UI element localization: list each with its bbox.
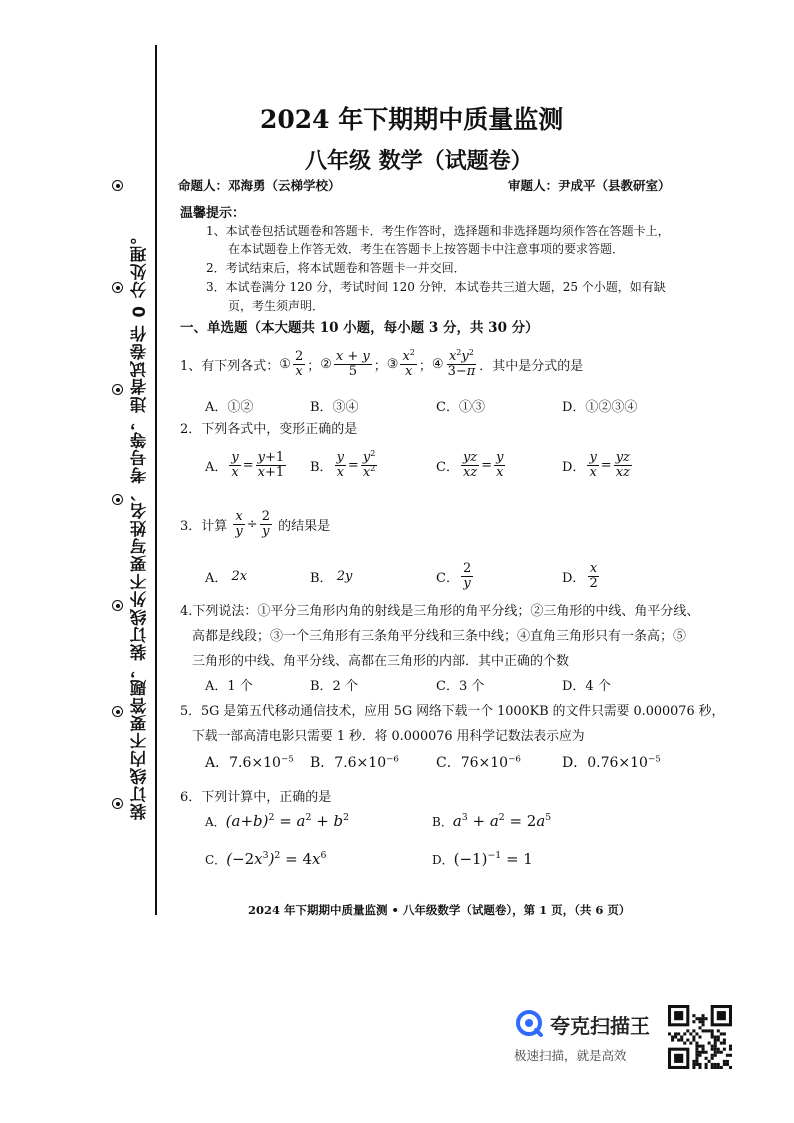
q6-option-b: B．$a^3 + a^2 = 2a^5$: [432, 811, 552, 830]
page-title: 2024 年下期期中质量监测: [260, 105, 564, 134]
q1-expr-3: $\frac{x^2}{x}$: [402, 347, 415, 379]
q4-option-a: A．1 个: [205, 679, 253, 694]
question-1: 1、有下列各式： ① $\frac{2}{x}$ ； ② $\frac{x + y}{5}$ ； ③ $\frac{x^2}{x}$ ； ④ $\frac{x^2y^2}{3-\pi}$ ．其中是分式的是: [180, 347, 584, 379]
binding-hole: [112, 384, 123, 395]
q2-option-b: B． $\frac{y}{x}$ = $\frac{y^2}{x^2}$: [310, 448, 376, 480]
q1-expr-1: $\frac{2}{x}$: [294, 348, 304, 379]
binding-hole: [112, 282, 123, 293]
q1-option-b: B．③④: [310, 400, 359, 415]
q3-option-b: B． 2y: [310, 568, 353, 586]
tips-heading: 温馨提示：: [180, 206, 246, 221]
q1-expr-2: $\frac{x + y}{5}$: [335, 348, 370, 379]
question-4-line: 三角形的中线、角平分线、高都在三角形的内部．其中正确的个数: [192, 654, 570, 669]
question-5-line: 5．5G 是第五代移动通信技术，应用 5G 网络下载一个 1000KB 的文件只需要 0.000076 秒，: [180, 704, 725, 719]
q5-option-d: D．$0.76\times 10^{-5}$: [562, 754, 661, 771]
q2-option-d: D． $\frac{y}{x}$ = $\frac{yz}{xz}$: [562, 449, 630, 480]
q1-option-c: C．①③: [436, 400, 485, 415]
page-footer: 2024 年下期期中质量监测 • 八年级数学（试题卷），第 1 页，（共 6 页）: [248, 903, 631, 917]
q6-option-a: A．$(a+b)^2 = a^2 + b^2$: [205, 811, 350, 830]
q6-option-c: C．$(-2x^3)^2 = 4x^6$: [205, 849, 327, 868]
q4-option-d: D．4 个: [562, 679, 611, 694]
question-setter: 命题人：邓海勇（云梯学校）: [178, 178, 341, 193]
q6-option-d: D．$(-1)^{-1} = 1$: [432, 849, 533, 868]
question-5-line: 下载一部高清电影只需要 1 秒．将 0.000076 用科学记数法表示应为: [192, 729, 585, 744]
q5-option-a: A．$7.6\times 10^{-5}$: [205, 754, 294, 771]
q1-suffix: ．其中是分式的是: [479, 358, 584, 374]
q1-prefix: 1、有下列各式：: [180, 358, 280, 374]
question-6: 6．下列计算中，正确的是: [180, 790, 332, 805]
binding-hole: [112, 798, 123, 809]
question-3: 3．计算 $\frac{x}{y}$ ÷ $\frac{2}{y}$ 的结果是: [180, 508, 331, 539]
qr-code: [668, 1005, 732, 1069]
binding-notice: 装订线内不要答题，装订线外不要写姓名、考号等，违者试卷作 0 分处理。: [130, 227, 149, 820]
binding-hole: [112, 494, 123, 505]
q4-option-c: C．3 个: [436, 679, 485, 694]
q5-option-b: B．$7.6\times 10^{-6}$: [310, 754, 399, 771]
quark-logo-icon: [514, 1008, 544, 1038]
q2-option-a: A． $\frac{y}{x}$ = $\frac{y+1}{x+1}$: [205, 449, 285, 480]
watermark-brand: 夸克扫描王: [550, 1014, 650, 1038]
question-4-line: 4.下列说法：①平分三角形内角的射线是三角形的角平分线；②三角形的中线、角平分线、: [180, 604, 700, 619]
tips-item: 在本试题卷上作答无效．考生在答题卡上按答题卡中注意事项的要求答题．: [228, 242, 625, 256]
tips-item: 1、本试卷包括试题卷和答题卡．考生作答时，选择题和非选择题均须作答在答题卡上，: [206, 224, 670, 238]
q3-option-d: D． $\frac{x}{2}$: [562, 560, 598, 591]
q1-option-a: A．①②: [205, 400, 254, 415]
binding-hole: [112, 706, 123, 717]
question-reviewer: 审题人：尹成平（县教研室）: [508, 178, 671, 193]
question-2: 2．下列各式中，变形正确的是: [180, 422, 358, 437]
tips-item: 页，考生须声明．: [228, 299, 325, 313]
tips-item: 3．本试卷满分 120 分，考试时间 120 分钟．本试卷共三道大题，25 个小题，如有缺: [206, 280, 666, 294]
binding-line: [155, 45, 157, 915]
binding-hole: [112, 180, 123, 191]
q1-expr-4: $\frac{x^2y^2}{3-\pi}$: [447, 347, 476, 379]
q3-option-a: A． 2x: [205, 568, 248, 586]
q4-option-b: B．2 个: [310, 679, 358, 694]
watermark-slogan: 极速扫描，就是高效: [514, 1048, 627, 1063]
q3-option-c: C． $\frac{2}{y}$: [436, 560, 472, 591]
page-subtitle: 八年级 数学（试题卷）: [305, 148, 533, 174]
q2-option-c: C． $\frac{yz}{xz}$ = $\frac{y}{x}$: [436, 449, 504, 480]
section-title: 一、单选题（本大题共 10 小题，每小题 3 分，共 30 分）: [180, 320, 539, 336]
q5-option-c: C．$76\times 10^{-6}$: [436, 754, 521, 771]
binding-hole: [112, 600, 123, 611]
tips-item: 2．考试结束后，将本试题卷和答题卡一并交回．: [206, 261, 466, 275]
q1-option-d: D．①②③④: [562, 400, 638, 415]
question-4-line: 高都是线段；③一个三角形有三条角平分线和三条中线；④直角三角形只有一条高；⑤: [192, 629, 687, 644]
